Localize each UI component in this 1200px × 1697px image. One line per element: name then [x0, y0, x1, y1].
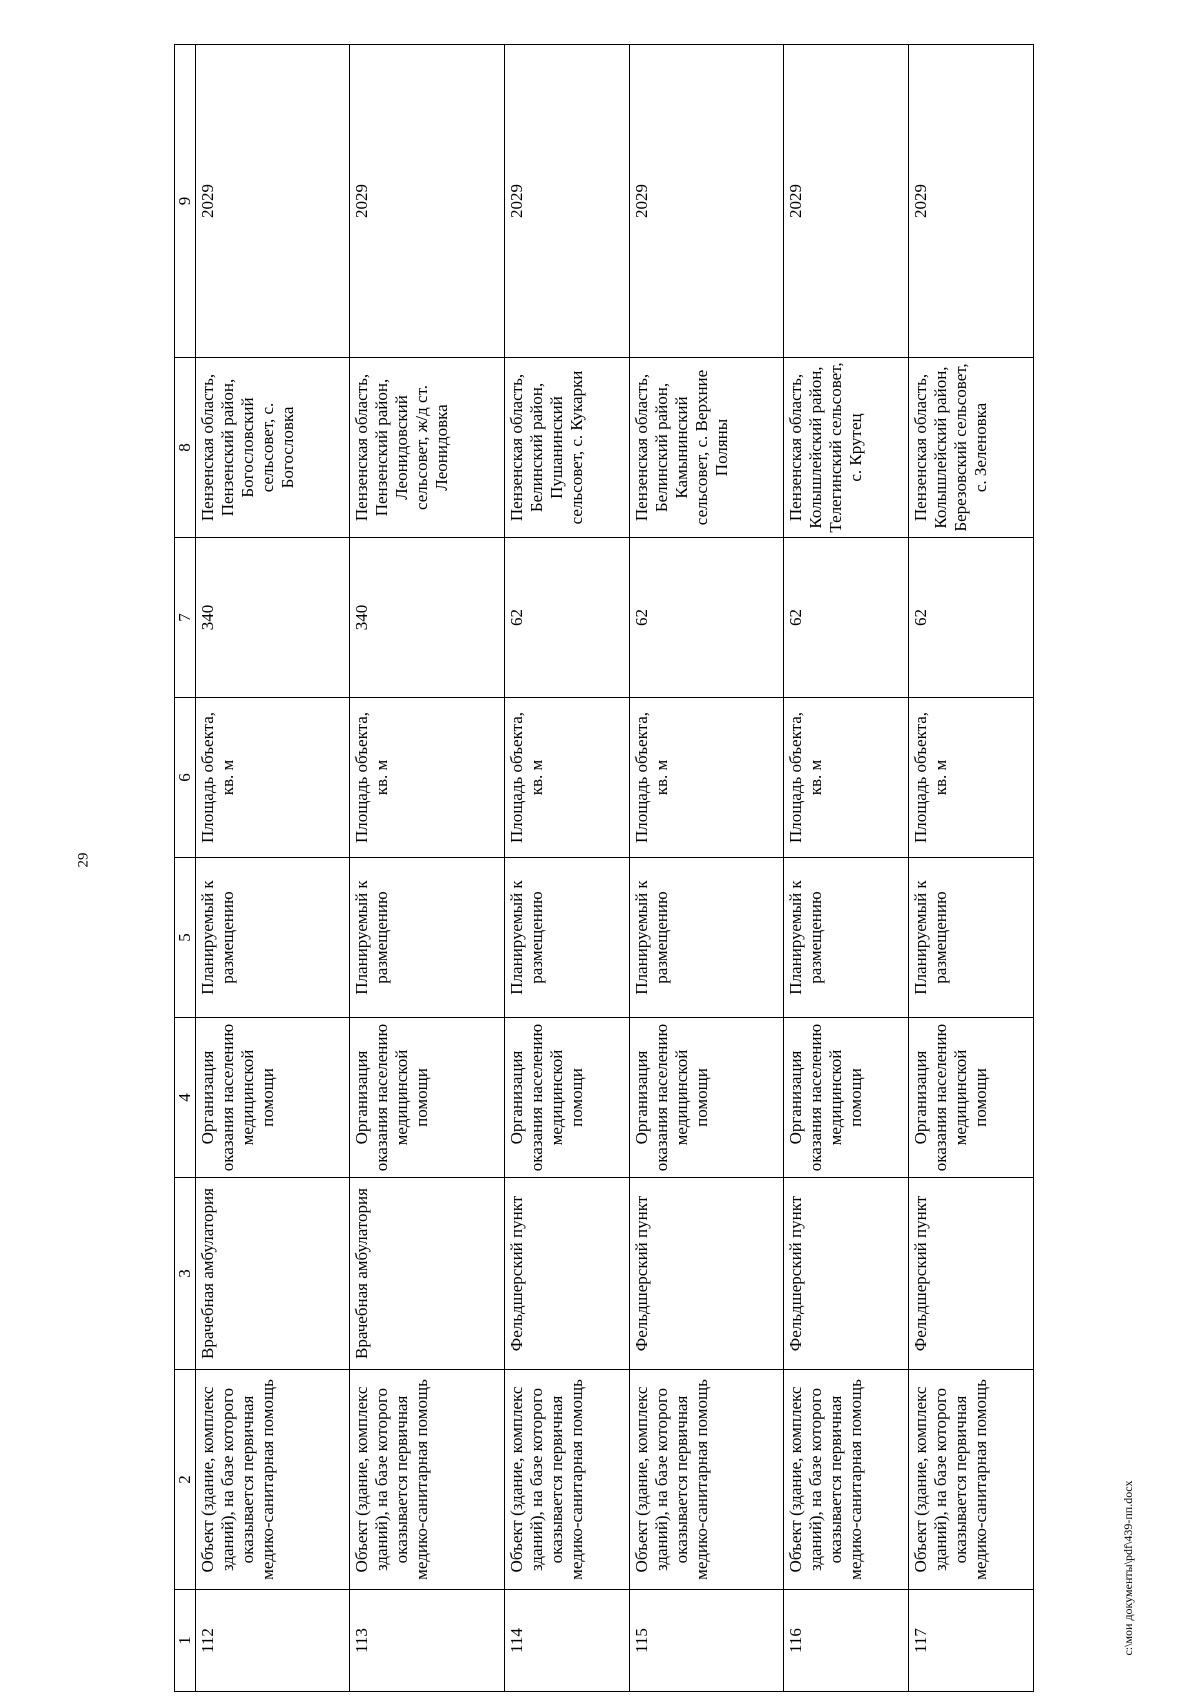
table-row: [629, 45, 783, 1692]
cell-status: Планируемый к размещению: [196, 858, 350, 1018]
column-number-row: [175, 45, 196, 1692]
cell-location: Пензенская область, Белинский район, Пушанинский сельсовет, с. Кукарки: [504, 358, 629, 538]
cell-object-type: Объект (здание, комплекс зданий), на базе которого оказывается первичная медико-санитарная помощь: [784, 1370, 909, 1590]
cell-characteristic: Площадь объекта, кв. м: [350, 698, 504, 858]
table-row: [350, 45, 504, 1692]
cell-object-name: Врачебная амбулатория: [350, 1178, 504, 1370]
cell-status: Планируемый к размещению: [784, 858, 909, 1018]
cell-location: Пензенская область, Колышлейский район, Березовский сельсовет, с. Зеленовка: [908, 358, 1033, 538]
cell-value: 62: [784, 538, 909, 698]
cell-purpose: Организация оказания населению медицинской помощи: [350, 1018, 504, 1178]
cell-value: 62: [504, 538, 629, 698]
cell-characteristic: Площадь объекта, кв. м: [629, 698, 783, 858]
footer-file-path: c:\мои документы\pdf\439-пп.docx: [1121, 1480, 1135, 1656]
column-number: 9: [175, 45, 196, 358]
facilities-table: [174, 44, 1034, 1692]
cell-year: 2029: [504, 45, 629, 358]
cell-value: 340: [350, 538, 504, 698]
cell-purpose: Организация оказания населению медицинской помощи: [784, 1018, 909, 1178]
cell-object-name: Врачебная амбулатория: [196, 1178, 350, 1370]
cell-location: Пензенская область, Колышлейский район, Телегинский сельсовет, с. Крутец: [784, 358, 909, 538]
column-number: 4: [175, 1018, 196, 1178]
cell-object-type: Объект (здание, комплекс зданий), на базе которого оказывается первичная медико-санитарная помощь: [350, 1370, 504, 1590]
cell-number: 114: [504, 1590, 629, 1692]
cell-value: 340: [196, 538, 350, 698]
table-row: [784, 45, 909, 1692]
cell-object-type: Объект (здание, комплекс зданий), на базе которого оказывается первичная медико-санитарная помощь: [908, 1370, 1033, 1590]
cell-year: 2029: [784, 45, 909, 358]
cell-number: 115: [629, 1590, 783, 1692]
cell-number: 116: [784, 1590, 909, 1692]
cell-location: Пензенская область, Белинский район, Камынинский сельсовет, с. Верхние Поляны: [629, 358, 783, 538]
cell-object-type: Объект (здание, комплекс зданий), на базе которого оказывается первичная медико-санитарная помощь: [196, 1370, 350, 1590]
column-number: 1: [175, 1590, 196, 1692]
rotated-table-container: [174, 45, 1034, 1692]
cell-year: 2029: [196, 45, 350, 358]
column-number: 3: [175, 1178, 196, 1370]
cell-purpose: Организация оказания населению медицинской помощи: [629, 1018, 783, 1178]
cell-number: 112: [196, 1590, 350, 1692]
cell-location: Пензенская область, Пензенский район, Леонидовский сельсовет, ж/д ст. Леонидовка: [350, 358, 504, 538]
column-number: 6: [175, 698, 196, 858]
cell-location: Пензенская область, Пензенский район, Богословский сельсовет, с. Богословка: [196, 358, 350, 538]
cell-value: 62: [629, 538, 783, 698]
cell-number: 113: [350, 1590, 504, 1692]
cell-purpose: Организация оказания населению медицинской помощи: [504, 1018, 629, 1178]
cell-object-name: Фельдшерский пункт: [629, 1178, 783, 1370]
cell-status: Планируемый к размещению: [350, 858, 504, 1018]
cell-year: 2029: [908, 45, 1033, 358]
cell-purpose: Организация оказания населению медицинской помощи: [908, 1018, 1033, 1178]
cell-characteristic: Площадь объекта, кв. м: [504, 698, 629, 858]
cell-object-name: Фельдшерский пункт: [908, 1178, 1033, 1370]
cell-year: 2029: [629, 45, 783, 358]
cell-characteristic: Площадь объекта, кв. м: [196, 698, 350, 858]
table-row: [504, 45, 629, 1692]
cell-status: Планируемый к размещению: [629, 858, 783, 1018]
page-number: 29: [75, 852, 92, 868]
cell-number: 117: [908, 1590, 1033, 1692]
cell-year: 2029: [350, 45, 504, 358]
cell-value: 62: [908, 538, 1033, 698]
column-number: 7: [175, 538, 196, 698]
cell-object-name: Фельдшерский пункт: [504, 1178, 629, 1370]
cell-status: Планируемый к размещению: [908, 858, 1033, 1018]
table-row: [196, 45, 350, 1692]
column-number: 2: [175, 1370, 196, 1590]
cell-characteristic: Площадь объекта, кв. м: [784, 698, 909, 858]
cell-object-type: Объект (здание, комплекс зданий), на базе которого оказывается первичная медико-санитарная помощь: [629, 1370, 783, 1590]
cell-object-type: Объект (здание, комплекс зданий), на базе которого оказывается первичная медико-санитарная помощь: [504, 1370, 629, 1590]
cell-object-name: Фельдшерский пункт: [784, 1178, 909, 1370]
column-number: 5: [175, 858, 196, 1018]
column-number: 8: [175, 358, 196, 538]
cell-purpose: Организация оказания населению медицинской помощи: [196, 1018, 350, 1178]
cell-status: Планируемый к размещению: [504, 858, 629, 1018]
cell-characteristic: Площадь объекта, кв. м: [908, 698, 1033, 858]
table-row: [908, 45, 1033, 1692]
